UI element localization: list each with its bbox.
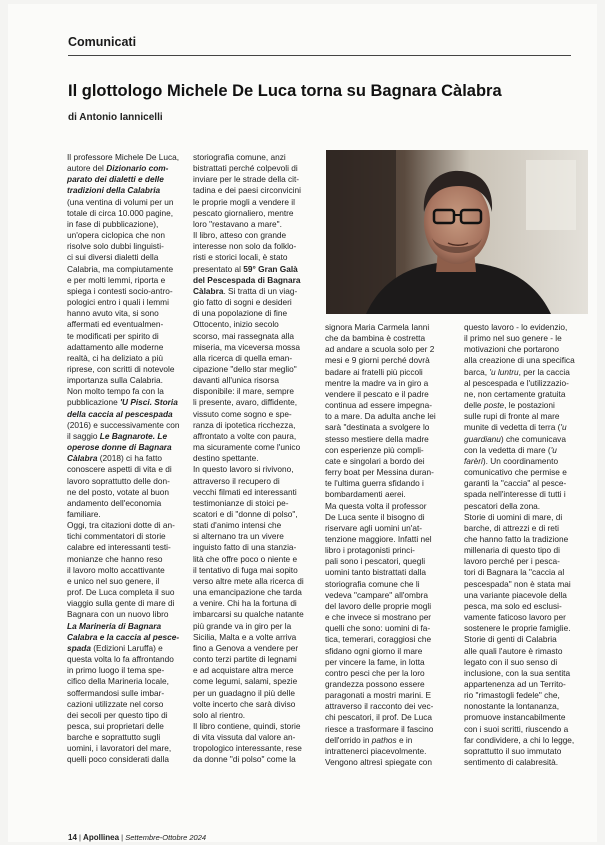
text-line: cate e singolari a bordo dei [325, 455, 425, 466]
text-line: per vincere la fame, in lotta [325, 656, 425, 667]
text-line: Non molto tempo fa con la [67, 386, 164, 397]
text-line: ranza di ipotetica ricchezza, [193, 419, 296, 430]
text-line: pesca, sui proprietari delle [67, 720, 164, 731]
text-line: legato con il suo senso di [464, 656, 558, 667]
issue-date: Settembre-Ottobre 2024 [125, 833, 207, 842]
text-line: monianze che hanno reso [67, 553, 163, 564]
book-title: spada [67, 642, 91, 653]
text-line: autore del [67, 163, 107, 174]
italic-term: guardianu [464, 433, 501, 444]
text-line: li presente, avaro, diffidente, [193, 397, 298, 408]
text-line: per un guadagno il più delle [193, 687, 295, 698]
text-line: una emancipazione che tarda [193, 587, 302, 598]
text-line: affermati ed eventualmen- [67, 319, 164, 330]
portrait-image [326, 150, 588, 314]
text-line: promuove instancabilmente [464, 712, 566, 723]
text-line: con i suoi scritti, riuscendo a [464, 723, 569, 734]
text-line: cazioni utilizzate nel corso [67, 698, 164, 709]
text-line: sostenere le proprie famiglie. [464, 623, 571, 634]
text-line: nonostante la lontananza, [464, 701, 560, 712]
section-label: Comunicati [68, 35, 137, 49]
text-line: in fase di pubblicazione), [67, 218, 159, 229]
text-line: chi pescatori, il prof. De Luca [325, 712, 432, 723]
text-line: riservare agli uomini un'at- [325, 522, 423, 533]
text-line: , per la caccia [518, 366, 570, 377]
text-line: intrattenerci piacevolmente. [325, 745, 427, 756]
text-line: vecchi filmati ed interessanti [193, 486, 297, 497]
article-headline: Il glottologo Michele De Luca torna su Bagnara Càlabra [68, 82, 502, 100]
text-line: disponibile: il mare, sempre [193, 386, 294, 397]
text-line: alla ricerca di quella eman- [193, 352, 293, 363]
text-line: e che invece si mostrano per [325, 612, 432, 623]
text-line: questo lavoro - lo evidenzio, [464, 322, 568, 332]
book-title: 'U Pisci. Storia [120, 397, 178, 408]
text-line: si alternano tra un vivere [193, 531, 284, 542]
text-line: pescato giornaliero, mentre [193, 207, 294, 218]
magazine-name: Apollinea [83, 833, 120, 842]
text-line: riprese, con scritti di notevole [67, 363, 175, 374]
italic-term: farèri [464, 455, 483, 466]
text-line: (2016) e successivamente con [67, 419, 180, 430]
text-line: Oggi, tra citazioni dotte di an- [67, 520, 175, 531]
text-line: tadina e dei paesi circonvicini [193, 185, 301, 196]
text-line: destino spettante. [193, 453, 259, 464]
text-line: inclusione, con la sua sentita [464, 667, 571, 678]
book-title: operose donne di Bagnara [67, 442, 172, 453]
text-line: e unico nel suo genere, il [67, 575, 160, 586]
text-line: di una popolazione di fine [193, 308, 288, 319]
text-line: ). Un coordinamento [482, 455, 559, 466]
text-line: In questo lavoro si rivivono, [193, 464, 294, 475]
text-line: (Edizioni Laruffa) e [90, 642, 163, 653]
text-line: libro i protagonisti princi- [325, 545, 415, 556]
text-line: mesi e 9 giorni perché dovrà [325, 355, 430, 366]
text-line: scorso, mai rassegnata alla [193, 330, 294, 341]
text-line: con esperienze più compli- [325, 444, 424, 455]
text-line: pescatori della zona. [464, 500, 541, 511]
text-line: affrontato a volte con paura, [193, 430, 297, 441]
event-name: 59° Gran Galà [243, 263, 298, 274]
italic-term: 'u [550, 444, 557, 455]
text-line: attraverso il racconto dei vec- [325, 701, 434, 712]
text-line: mentre la madre va in giro a [325, 377, 429, 388]
text-line: sfidano ogni giorno il mare [325, 645, 423, 656]
text-line: delle [464, 400, 484, 411]
text-line: alla creazione di una specifica [464, 355, 575, 366]
text-line: Ma questa volta il professor [325, 500, 427, 511]
book-title: Calabra e la caccia al pesce- [67, 631, 180, 642]
text-line: verso altre mete alla ricerca di [193, 575, 304, 586]
text-line: appartenenza ad un Territo- [464, 679, 566, 689]
footer-separator: | [119, 833, 126, 842]
italic-term: 'u luntru [489, 366, 519, 377]
text-line: ne, non certamente gratuita [464, 388, 566, 399]
text-line: e in [396, 734, 413, 745]
text-line: presentato al [193, 263, 244, 274]
text-line: Calabria, ma compiutamente [67, 263, 174, 274]
section-divider [68, 55, 571, 56]
article-column-1 [67, 152, 187, 766]
text-line: Il libro, atteso con grande [193, 230, 287, 241]
article-column-3 [325, 322, 455, 768]
text-line: tori di Bagnara la "caccia al [464, 567, 565, 578]
text-line: ma sicuramente come l'unico [193, 442, 301, 453]
article-byline: di Antonio Iannicelli [68, 112, 163, 123]
text-line: te l'ultima guerra sfidando i [325, 478, 424, 489]
text-line: inviare per le strade della cit- [193, 174, 300, 185]
text-line: a venire. Chi ha la fortuna di [193, 598, 297, 609]
text-line: te modificati per spirito di [67, 330, 159, 341]
text-line: storiografia comune che li [325, 578, 420, 589]
text-line: , le postazioni [504, 400, 555, 411]
text-line: rio "rimastogli fedele" che, [464, 690, 560, 701]
text-line: Il professore Michele De Luca, [67, 152, 180, 162]
event-name: Càlabra [193, 285, 224, 296]
text-line: un'opera ciclopica che non [67, 230, 165, 241]
text-line: vedeva "campare" all'ombra [325, 589, 428, 600]
text-line: sarà "destinata a svolgere lo [325, 422, 430, 433]
text-line: barche e soprattutto sugli [67, 732, 161, 743]
book-title: Càlabra [67, 453, 98, 464]
text-line: (2018) ci ha fatto [97, 453, 163, 464]
text-line: ) che comunicava [500, 433, 566, 444]
book-title: La Marineria di Bagnara [67, 620, 162, 631]
text-line: Ottocento, inizio secolo [193, 319, 279, 330]
event-name: del Pescespada di Bagnara [193, 274, 301, 285]
text-line: le proprie mogli a vendere il [193, 196, 295, 207]
text-line: il saggio [67, 430, 100, 441]
text-line: badare ai fratelli più piccoli [325, 366, 423, 377]
text-line: cifico della Marineria locale, [67, 676, 169, 687]
text-line: gio fatto di sogni e desideri [193, 297, 292, 308]
text-line: importanza sulla Calabria. [67, 375, 163, 386]
text-line: volte incerto che sarà diviso [193, 698, 296, 709]
italic-term: 'u [560, 422, 567, 433]
text-line: sentimento di calabresità. [464, 757, 559, 768]
text-line: barche, di attrezzi e di reti [464, 522, 559, 533]
text-line: quelli poco considerati dalla [67, 754, 169, 765]
text-line: lità che offre poco o niente e [193, 553, 298, 564]
text-line: andamento dell'economia [67, 497, 162, 508]
text-line: con la vedetta di mare ( [464, 444, 551, 455]
text-line: inguisto fatto di una stanzia- [193, 542, 297, 553]
text-line: calabre ed interessanti testi- [67, 542, 171, 553]
text-line: uomini tanto bistrattati dalla [325, 567, 427, 578]
text-line: viaggio sulla gente di mare di [67, 598, 175, 609]
text-line: fino a Genova a vendere per [193, 642, 299, 653]
book-title: della caccia al pescespada [67, 408, 173, 419]
text-line: munite di vedetta di terra ( [464, 422, 561, 433]
text-line: ne del posto, votate al buon [67, 486, 169, 497]
article-column-4 [464, 322, 588, 768]
text-line: Vengono altresì spiegate con [325, 757, 433, 768]
text-line: dell'orrido in [325, 734, 372, 745]
text-line: . Si tratta di un viag- [223, 285, 298, 296]
text-line: (una ventina di volumi per un [67, 196, 174, 207]
text-line: come legumi, salami, spezie [193, 676, 298, 687]
text-line: tichi commentatori di storie [67, 531, 166, 542]
text-line: far condividere, a chi lo legge, [464, 734, 575, 745]
text-line: Storie di uomini di mare, di [464, 511, 563, 522]
text-line: al pescespada e l'utilizzazio- [464, 377, 569, 388]
text-line: loro "restavano a mare". [193, 218, 282, 229]
text-line: tenzione maggiore. Infatti nel [325, 533, 432, 544]
text-line: ad andare a scuola solo per 2 [325, 344, 435, 355]
text-line: il primo nel suo genere - le [464, 333, 562, 344]
text-line: Il libro contiene, quindi, storie [193, 720, 301, 731]
text-line: conto terzi partite di legnami [193, 654, 297, 665]
text-line: soffermandosi sulle imbar- [67, 687, 165, 698]
text-line: adattamento alle moderne [67, 341, 164, 352]
text-line: da donne "di polso" come la [193, 754, 296, 765]
text-line: barca, [464, 366, 490, 377]
text-line: riesce a trasformare il fascino [325, 723, 434, 734]
book-title: Le Bagnarote. Le [99, 430, 168, 441]
text-line: cipazione "dello star meglio" [193, 363, 297, 374]
text-line: grandezza possono essere [325, 679, 425, 689]
text-line: imbarcarsi su qualche natante [193, 609, 304, 620]
italic-term: pathos [371, 734, 397, 745]
footer-separator: | [79, 833, 81, 842]
text-line: motivazioni che portarono [464, 344, 560, 355]
text-line: realtà, ci ha deliziato a più [67, 352, 163, 363]
text-line: quelli che sono: uomini di fa- [325, 623, 431, 634]
text-line: pesca, ma solo ed esclusi- [464, 600, 562, 611]
text-line: millenaria di questo tipo di [464, 545, 560, 556]
text-line: comunicativo che permise e [464, 467, 567, 478]
text-line: spiega i contesti socio-antro- [67, 285, 173, 296]
page-number: 14 [68, 833, 77, 842]
text-line: pubblicazione [67, 397, 121, 408]
text-line: che hanno fatto la tradizione [464, 533, 569, 544]
article-column-2 [193, 152, 318, 766]
text-line: uomini, i lavoratori del mare, [67, 743, 172, 754]
text-line: questa volta lo fa affrontando [67, 654, 174, 665]
text-line: il tentativo di fuga mai sopito [193, 564, 298, 575]
book-title: tradizioni della Calabria [67, 185, 161, 196]
text-line: e per molti lemmi, riporta e [67, 274, 166, 285]
text-line: scatori e di "donne di polso", [193, 509, 298, 519]
italic-term: poste [483, 400, 505, 411]
text-line: tica, temerari, coraggiosi che [325, 634, 432, 645]
book-title: Dizionario com- [106, 163, 169, 174]
text-line: il lavoro molto accattivante [67, 564, 165, 575]
text-line: paragonati a mostri marini. E [325, 690, 432, 701]
text-line: che da bambina è costretta [325, 333, 426, 344]
text-line: dei secoli per questo tipo di [67, 709, 168, 720]
text-line: del lavoro delle proprie mogli [325, 600, 432, 611]
text-line: bombardamenti aerei. [325, 489, 406, 500]
text-line: pescespada" non è stata mai [464, 578, 571, 589]
text-line: hanno avuto vita, si sono [67, 308, 159, 319]
text-line: una variante piacevole della [464, 589, 567, 600]
text-line: attraverso il recupero di [193, 475, 280, 486]
text-line: in primo luogo il tema spe- [67, 665, 165, 676]
text-line: stesso mestiere della madre [325, 433, 429, 444]
text-line: contro pesci che per la loro [325, 667, 425, 678]
text-line: signora Maria Carmela Ianni [325, 322, 430, 332]
text-line: alle quali l'autore è rimasto [464, 645, 563, 656]
text-line: garantì la "caccia" al pesce- [464, 478, 567, 489]
text-line: Sicilia, Malta e a volte arriva [193, 631, 297, 642]
text-line: lavoro perché per i pesca- [464, 556, 560, 567]
text-line: miseria, ma viceversa mossa [193, 341, 300, 352]
magazine-page [8, 4, 597, 842]
book-title: parato dei dialetti e delle [67, 174, 164, 185]
text-line: davanti all'unica risorsa [193, 375, 279, 386]
text-line: continua ad essere impegna- [325, 400, 433, 411]
text-line: di vita vissuta dal valore an- [193, 732, 296, 743]
text-line: Bagnara con un nuovo libro [67, 609, 169, 620]
text-line: sulle rupi di fronte al mare [464, 411, 560, 422]
text-line: storiografia comune, anzi [193, 152, 286, 162]
text-line: bistrattati perché colpevoli di [193, 163, 298, 174]
text-line: pologici entro i quali i lemmi [67, 297, 169, 308]
text-line: interesse non solo da folklo- [193, 241, 297, 252]
text-line: totale di circa 10.000 pagine, [67, 207, 174, 218]
text-line: familiare. [67, 509, 101, 519]
text-line: pali sono i pescatori, quegli [325, 556, 426, 567]
text-line: vissuto come sogno e spe- [193, 408, 292, 419]
text-line: più grande va in giro per la [193, 620, 292, 631]
page-footer [68, 833, 206, 842]
text-line: lavoro soprattutto delle don- [67, 475, 170, 486]
text-line: ci sui diversi dialetti della [67, 252, 159, 263]
text-line: tropologico interessante, rese [193, 743, 302, 754]
text-line: Storie di genti di Calabria [464, 634, 557, 645]
text-line: prof. De Luca completa il suo [67, 587, 175, 598]
text-line: spada nell'interesse di tutti i [464, 489, 566, 500]
text-line: soprattutto il suo immutato [464, 745, 562, 756]
text-line: e ad acquistare altra merce [193, 665, 294, 676]
text-line: vendere il pescato e il padre [325, 388, 429, 399]
text-line: risti e storici locali, è stato [193, 252, 288, 263]
author-photo [326, 150, 588, 314]
text-line: stati d'animo intensi che [193, 520, 282, 531]
text-line: to a mare. Da adulta anche lei [325, 411, 436, 422]
text-line: testimonianze di stoici pe- [193, 497, 289, 508]
text-line: ferry boat per Messina duran- [325, 467, 434, 478]
text-line: De Luca sente il bisogno di [325, 511, 425, 522]
text-line: conoscere aspetti di vita e di [67, 464, 172, 475]
text-line: vamente faticoso lavoro per [464, 612, 566, 623]
text-line: solo al rientro. [193, 709, 246, 720]
text-line: risolve solo dubbi linguisti- [67, 241, 164, 252]
